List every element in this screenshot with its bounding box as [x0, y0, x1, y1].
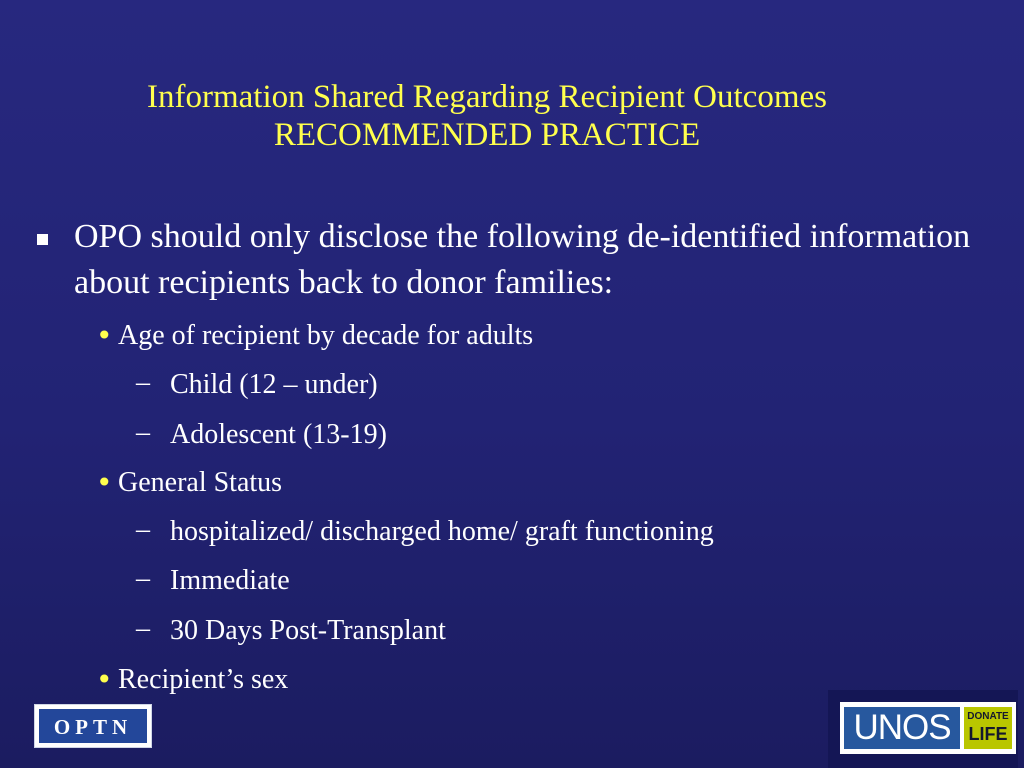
- sub-list-item: [136, 613, 446, 648]
- donate-life-badge: [964, 707, 1012, 749]
- dash-bullet-icon: –: [136, 613, 150, 644]
- dash-bullet-icon: –: [136, 367, 150, 398]
- dash-bullet-icon: –: [136, 514, 150, 545]
- sub-item-label: Child (12 – under): [170, 369, 378, 400]
- main-bullet-text: OPO should only disclose the following de-identified information about recipients back to donor families:: [74, 218, 971, 301]
- title-line-1: Information Shared Regarding Recipient Outcomes: [147, 79, 827, 115]
- donate-text: DONATE: [967, 711, 1009, 722]
- round-bullet-icon: •: [96, 663, 113, 696]
- unos-logo-text: UNOS: [844, 707, 960, 749]
- list-item: [96, 466, 283, 500]
- title-line-2: RECOMMENDED PRACTICE: [273, 117, 701, 153]
- sub-item-label: hospitalized/ discharged home/ graft functioning: [170, 516, 714, 547]
- sub-item-label: Adolescent (13-19): [170, 419, 387, 450]
- list-item: [96, 663, 289, 697]
- optn-logo-text: OPTN: [39, 709, 147, 743]
- item-label: Age of recipient by decade for adults: [118, 320, 534, 351]
- square-bullet-icon: [37, 234, 48, 245]
- sub-list-item: [136, 367, 378, 402]
- sub-list-item: [136, 563, 290, 598]
- round-bullet-icon: •: [96, 319, 113, 352]
- sub-item-label: Immediate: [170, 565, 290, 596]
- slide-title: [0, 78, 974, 154]
- item-label: Recipient’s sex: [118, 664, 289, 695]
- dash-bullet-icon: –: [136, 563, 150, 594]
- sub-list-item: [136, 514, 714, 549]
- life-text: LIFE: [968, 724, 1008, 744]
- sub-item-label: 30 Days Post-Transplant: [170, 615, 446, 646]
- sub-list-item: [136, 417, 387, 452]
- optn-logo: [34, 704, 152, 748]
- dash-bullet-icon: –: [136, 417, 150, 448]
- round-bullet-icon: •: [96, 466, 113, 499]
- unos-donate-life-logo: [828, 690, 1018, 768]
- logo-panel: [840, 702, 1016, 754]
- item-label: General Status: [118, 467, 283, 498]
- list-item: [96, 319, 534, 353]
